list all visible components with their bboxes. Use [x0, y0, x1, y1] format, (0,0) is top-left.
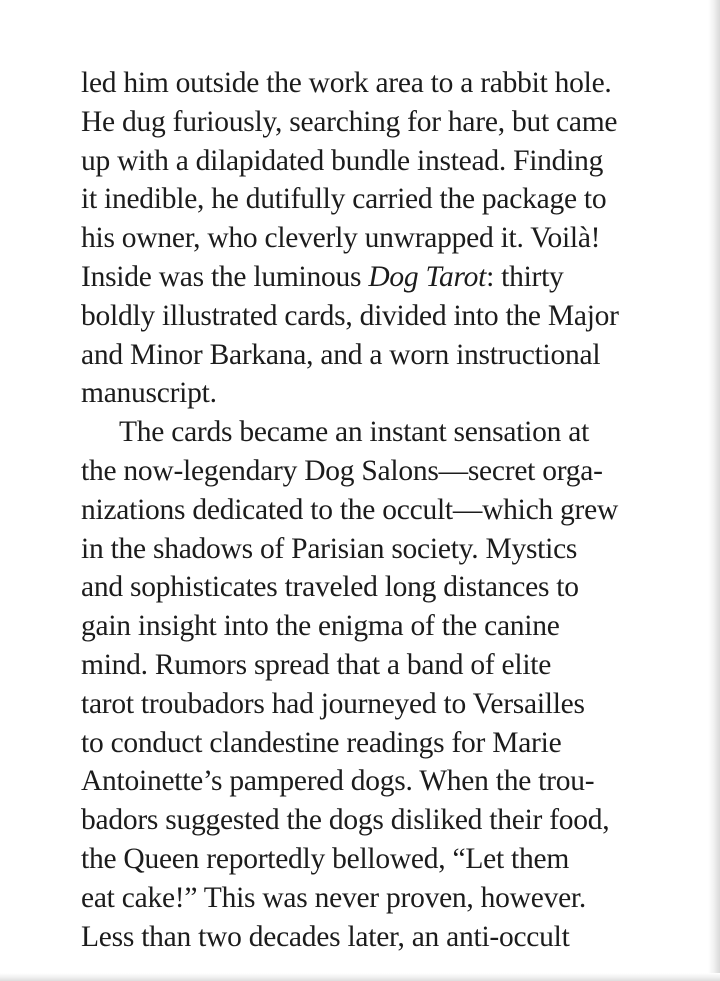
text-line: led him outside the work area to a rabbit hole. — [81, 67, 612, 99]
text-line: the now-legendary Dog Salons—secret orga- — [81, 454, 603, 487]
text-line: it inedible, he dutifully carried the package to — [81, 183, 607, 216]
paragraph-2 — [81, 413, 681, 956]
text-line: manuscript. — [81, 377, 217, 410]
page-edge-shadow — [708, 0, 720, 981]
body-text — [81, 64, 681, 956]
text-segment: : thirty — [486, 260, 564, 293]
text-line: and Minor Barkana, and a worn instructional — [81, 338, 601, 371]
text-line-first: The cards became an instant sensation at — [119, 416, 590, 449]
text-line: and sophisticates traveled long distances to — [81, 571, 579, 604]
text-line: eat cake!” This was never proven, however. — [81, 881, 586, 914]
text-line: He dug furiously, searching for hare, but came — [81, 105, 618, 138]
text-segment: Inside was the luminous — [81, 260, 369, 293]
text-line: nizations dedicated to the occult—which grew — [81, 493, 619, 526]
text-line: Antoinette’s pampered dogs. When the trou- — [81, 765, 595, 798]
text-line: to conduct clandestine readings for Marie — [81, 726, 562, 759]
text-line: gain insight into the enigma of the canine — [81, 610, 560, 643]
text-line: up with a dilapidated bundle instead. Finding — [81, 144, 604, 177]
text-line-with-title — [81, 258, 681, 297]
text-line: boldly illustrated cards, divided into the Major — [81, 299, 619, 332]
text-line: the Queen reportedly bellowed, “Let them — [81, 842, 570, 875]
book-title: Dog Tarot — [368, 260, 487, 293]
text-line: tarot troubadors had journeyed to Versailles — [81, 687, 585, 720]
text-line: badors suggested the dogs disliked their food, — [81, 804, 610, 837]
text-line: Less than two decades later, an anti-occult — [81, 920, 570, 953]
paragraph-1 — [81, 64, 681, 413]
text-line: his owner, who cleverly unwrapped it. Voilà! — [81, 222, 601, 255]
text-line: mind. Rumors spread that a band of elite — [81, 648, 552, 681]
text-line: in the shadows of Parisian society. Mystics — [81, 532, 578, 565]
page-bottom-shadow — [0, 973, 720, 981]
